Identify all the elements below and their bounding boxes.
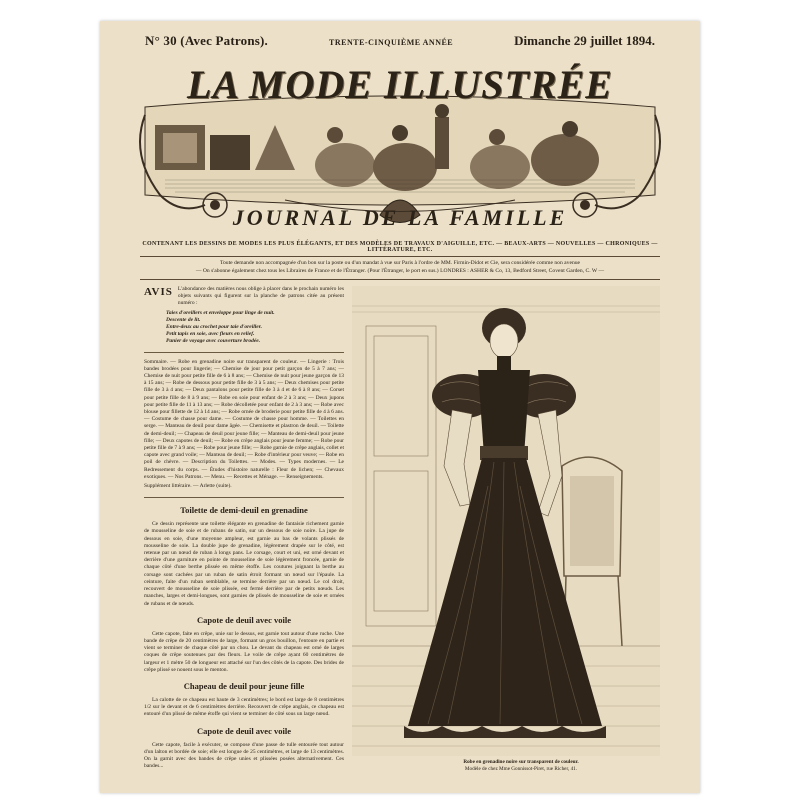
issue-date: Dimanche 29 juillet 1894. xyxy=(514,33,655,48)
avis-label: AVIS xyxy=(144,286,173,298)
article-title: Chapeau de deuil pour jeune fille xyxy=(183,680,305,691)
divider xyxy=(144,352,344,353)
article-body: Cette capote, facile à exécuter, se compose d'une passe de tulle entourée tout autour d'un lalton et bordée de soie; elle est longue de 25 centimètres, et large de 13 centimètres. On la garnit avec des bandes de crêpe unies et plissées posées alternativement. Ces bandes... xyxy=(144,741,344,770)
divider xyxy=(144,497,344,498)
avis-item: Taies d'oreillers et enveloppe pour linge de nuit. xyxy=(166,309,275,316)
supplement-text: Supplément littéraire. — Arlette (suite). xyxy=(144,483,232,490)
gown-illustration xyxy=(352,286,660,756)
avis-item: Entre-deux au crochet pour taie d'oreiller. xyxy=(166,323,262,330)
avis-item: Panier de voyage avec couverture brodée. xyxy=(166,337,261,344)
avis-item-list xyxy=(166,310,344,345)
caption-line-2: Modèle de chez Mme Gonnissot-Piret, rue Richer, 41. xyxy=(464,766,578,772)
fashion-plate xyxy=(352,286,660,791)
avis-text-block xyxy=(178,286,344,308)
masthead xyxy=(135,55,665,237)
article-title: Capote de deuil avec voile xyxy=(197,725,291,736)
plate-caption xyxy=(392,759,650,773)
avis-text: L'abondance des matières nous oblige à placer dans le prochain numéro les objets suivants qui figurent sur la planche de patrons citée au présent numéro : xyxy=(177,286,344,307)
article-body: Ce dessin représente une toilette élégante en grenadine de fantaisie richement garnie de mousseline de soie et de rubans de satin, sur un dessous de soie noire. La jupe de dessous en soie, d'une moyenne ampleur, est garnie au bas de volants plissés de mousseline de soie. La double jupe de grenadine, légèrement drapée sur le côté, est retenue par un nœud de ruban à longs pans. Le corsage, court et uni, est orné devant et derrière d'une garniture en pointe de mousseline de soie légèrement froncée, garnie de chaque côté d'une berthe plissée en même étoffe. Les coutures joignant la berthe au corsage sont cachées par un ruban de satin étroit formant un nœud sur l'épaule. La ceinture, faite d'un ruban semblable, se termine derrière par un nœud. Le col droit, recouvert de mousseline de soie plissée, est fermé derrière par de petits nœuds. Les manches, larges et demi-longues, sont garnies de plissés de mousseline de soie et ornées de rubans et de nœuds. xyxy=(144,521,344,607)
article-body: La calotte de ce chapeau est haute de 3 centimètres; le bord est large de 8 centimètres 1/2 sur le devant et de 6 centimètres derrière. Recouvert de crêpe anglais, ce chapeau est entouré d'un plissé de même étoffe qui vient se terminer de côté sous un large nœud. xyxy=(144,696,344,718)
masthead-title: LA MODE ILLUSTRÉE xyxy=(187,62,613,107)
sommaire-text: Sommaire. — Robe en grenadine noire sur transparent de couleur. — Lingerie : Trois bandes brodées pour lingerie; — Chemise de jour pour petit garçon de 5 à 7 ans; — Chemise de nuit pour petite fille de 6 à 8 ans; — Chemise de nuit pour jeune garçon de 13 à 15 ans; — Robe de dessous pour petite fille de 3 à 5 ans; — Deux chemises pour petite fille de 3 à 4 ans; — Deux pantalons pour petite fille de 3 à 4 et de 6 à 8 ans; — Corset pour petite fille de 8 à 9 ans; — Robe en soie pour enfant de 2 à 3 ans; — Deux jupons pour petite fille de 11 à 13 ans; — Robe décolletée pour enfant de 2 à 3 ans; — Robe avec blouse pour fillette de 12 à 14 ans; — Robe ornée de broderie pour petite fille de 4 à 6 ans. — Costume de chasse pour dame. — Costume de chasse pour homme. — Toilettes en serge. — Manteau de deuil pour dame âgée. — Chemisette et plastron de deuil. — Toilette de demi-deuil; — Chapeau de deuil pour jeune fille; — Manteau de demi-deuil pour jeune fille; — Deux capotes de deuil; — Robe en crêpe anglais pour jeune femme; — Robe pour petite fille de 7 à 9 ans; — Robe pour jeune fille; — Robe garnie de crêpe anglais, collet et capote avec grand voile; — Manteau de deuil; — Robe d'intérieur pour veuve; — Robe en poil de chèvre. — Description du Toilettes. — Modes. — Types modernes. — Le Redressement du corps. — Études d'histoire naturelle : Fleur de lichen; — Chevaux exotiques. — Nos Patrons. — Menu. — Recettes et Ménage. — Renseignements. xyxy=(144,358,344,480)
article-body: Cette capote, faite en crêpe, unie sur le dessus, est garnie tout autour d'une ruche. Une bande de crêpe de 20 centimètres de large, formant un gros bouillon, l'entoure en partie et vient se terminer de chaque côté par un chou. Le devant du chapeau est orné de larges coques de crêpe soutenues par des fleurs. Le voile de crêpe ayant 60 centimètres de largeur et 1 mètre 50 de longueur est attaché sur l'un des côtés de la capote. Des brides de crêpe plissé se nouent sous le menton. xyxy=(144,630,344,673)
caption-line-1: Robe en grenadine noire sur transparent de couleur. xyxy=(463,759,579,765)
notice-line-2: — On s'abonne également chez tous les Libraires de France et de l'Étranger. (Pour l'Étranger, le port en sus.) LONDRES : ASHER & Co, 13, Bedford Street, Covent Garden, C. W — xyxy=(195,268,605,274)
publication-year: TRENTE-CINQUIÈME ANNÉE xyxy=(329,38,454,47)
newspaper-page xyxy=(100,21,700,793)
avis-item: Petit tapis en soie, avec fleurs en relief. xyxy=(166,330,255,337)
avis-item: Descente de lit. xyxy=(166,316,201,323)
avis-block xyxy=(144,286,344,308)
subscription-notice xyxy=(140,259,660,280)
article-title: Capote de deuil avec voile xyxy=(197,614,291,625)
article-title: Toilette de demi-deuil en grenadine xyxy=(180,505,308,516)
masthead-subtitle: JOURNAL DE LA FAMILLE xyxy=(232,205,568,230)
issue-number: N° 30 (Avec Patrons). xyxy=(145,33,269,48)
journal-description: CONTENANT LES DESSINS DE MODES LES PLUS ÉLÉGANTS, ET DES MODÈLES DE TRAVAUX D'AIGUILLE, ETC. — BEAUX-ARTS — NOUVELLES — CHRONIQUES — LITTÉRATURE, ETC. xyxy=(140,241,660,257)
text-column xyxy=(144,286,344,791)
header-line xyxy=(100,33,700,51)
notice-line-1: Toute demande non accompagnée d'un bon sur la poste ou d'un mandat à vue sur Paris à l'ordre de MM. Firmin-Didot et Cie, sera considérée comme non avenue xyxy=(219,260,581,266)
